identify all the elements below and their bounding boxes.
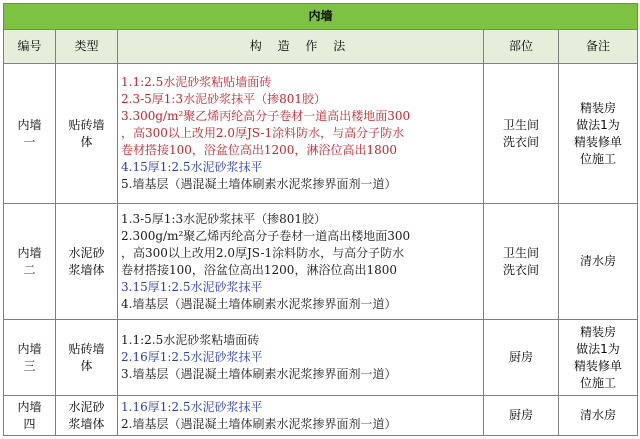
cell-number — [4, 204, 56, 320]
type-line: 贴砖墙 — [68, 341, 105, 356]
table-title: 内墙 — [4, 4, 638, 30]
method-step: 2.16厚1:2.5水泥砂浆抹平 — [121, 350, 263, 364]
cell-remark — [559, 320, 638, 396]
construction-spec-table — [3, 3, 638, 436]
method-step: 1.16厚1:2.5水泥砂浆抹平 — [121, 399, 263, 414]
method-step: 1.1:2.5水泥砂浆粘贴墙面砖 — [121, 75, 272, 89]
cell-type — [56, 320, 118, 396]
method-step: 3.300g/m²聚乙烯丙纶高分子卷材一道高出楼地面300 — [121, 109, 411, 123]
method-step: 2.3-5厚1:3水泥砂浆抹平（掺801胶） — [121, 92, 326, 106]
remark-line: 位施工 — [579, 151, 616, 166]
type-line: 贴砖墙 — [68, 117, 105, 132]
location-line: 洗衣间 — [502, 262, 539, 277]
cell-remark — [559, 64, 638, 204]
type-line: 体 — [80, 134, 93, 149]
method-step: 4.墙基层（遇混凝土墙体刷素水泥浆掺界面剂一道） — [121, 296, 397, 311]
location-line: 洗衣间 — [502, 134, 539, 149]
remark-line: 精装修单 — [573, 134, 622, 149]
table-body — [4, 64, 638, 436]
table-row — [4, 204, 638, 320]
method-step: 1.3-5厚1:3水泥砂浆抹平（掺801胶） — [121, 211, 326, 226]
cell-type — [56, 64, 118, 204]
method-step: 卷材搭接100，浴盆位高出1200，淋浴位高出1800 — [121, 143, 397, 157]
cell-method — [118, 396, 484, 436]
table-row — [4, 64, 638, 204]
remark-line: 做法1为 — [576, 341, 620, 356]
method-step: ，高300以上改用2.0厚JS-1涂料防水，与高分子防水 — [121, 245, 405, 260]
cell-location — [484, 64, 559, 204]
header-type: 类型 — [56, 30, 118, 64]
method-step: 3.15厚1:2.5水泥砂浆抹平 — [121, 279, 263, 294]
header-remark: 备注 — [559, 30, 638, 64]
table-header-row — [4, 30, 638, 64]
remark-line: 清水房 — [579, 254, 616, 268]
cell-type — [56, 204, 118, 320]
table-row — [4, 320, 638, 396]
number-line: 内墙 — [17, 341, 42, 356]
number-line: 四 — [23, 416, 36, 431]
type-line: 浆墙体 — [68, 416, 105, 431]
remark-line: 精装房 — [579, 100, 616, 115]
table-row — [4, 396, 638, 436]
method-step: ，高300以上改用2.0厚JS-1涂料防水，与高分子防水 — [121, 126, 405, 140]
type-line: 浆墙体 — [68, 262, 105, 277]
cell-location — [484, 396, 559, 436]
method-step: 卷材搭接100，浴盆位高出1200，淋浴位高出1800 — [121, 262, 397, 277]
header-number: 编号 — [4, 30, 56, 64]
header-location: 部位 — [484, 30, 559, 64]
header-method: 构 造 作 法 — [118, 30, 484, 64]
remark-line: 精装房 — [579, 324, 616, 339]
cell-number — [4, 64, 56, 204]
type-line: 水泥砂 — [68, 399, 105, 414]
cell-location — [484, 204, 559, 320]
type-line: 水泥砂 — [68, 245, 105, 260]
cell-number — [4, 396, 56, 436]
cell-method — [118, 64, 484, 204]
cell-method — [118, 320, 484, 396]
type-line: 体 — [80, 358, 93, 373]
location-line: 卫生间 — [502, 117, 539, 132]
method-step: 5.墙基层（遇混凝土墙体刷素水泥浆掺界面剂一道） — [121, 177, 397, 191]
method-step: 1.1:2.5水泥砂浆粘墙面砖 — [121, 333, 260, 347]
remark-line: 清水房 — [579, 408, 616, 422]
number-line: 二 — [23, 262, 36, 277]
method-step: 2.300g/m²聚乙烯丙纶高分子卷材一道高出楼地面300 — [121, 228, 411, 243]
remark-line: 位施工 — [579, 375, 616, 390]
method-step: 3.墙基层（遇混凝土墙体刷素水泥浆掺界面剂一道） — [121, 367, 397, 381]
cell-remark — [559, 204, 638, 320]
location-line: 卫生间 — [502, 245, 539, 260]
cell-remark — [559, 396, 638, 436]
cell-type — [56, 396, 118, 436]
method-step: 4.15厚1:2.5水泥砂浆抹平 — [121, 160, 263, 174]
location-line: 厨房 — [508, 408, 533, 422]
method-step: 2.墙基层（遇混凝土墙体刷素水泥浆掺界面剂一道） — [121, 416, 397, 431]
cell-method — [118, 204, 484, 320]
remark-line: 做法1为 — [576, 117, 620, 132]
number-line: 一 — [23, 134, 36, 149]
cell-number — [4, 320, 56, 396]
number-line: 内墙 — [17, 245, 42, 260]
number-line: 内墙 — [17, 117, 42, 132]
table-title-row — [4, 4, 638, 30]
location-line: 厨房 — [508, 350, 533, 364]
number-line: 三 — [23, 358, 36, 373]
remark-line: 精装修单 — [573, 358, 622, 373]
cell-location — [484, 320, 559, 396]
number-line: 内墙 — [17, 399, 42, 414]
